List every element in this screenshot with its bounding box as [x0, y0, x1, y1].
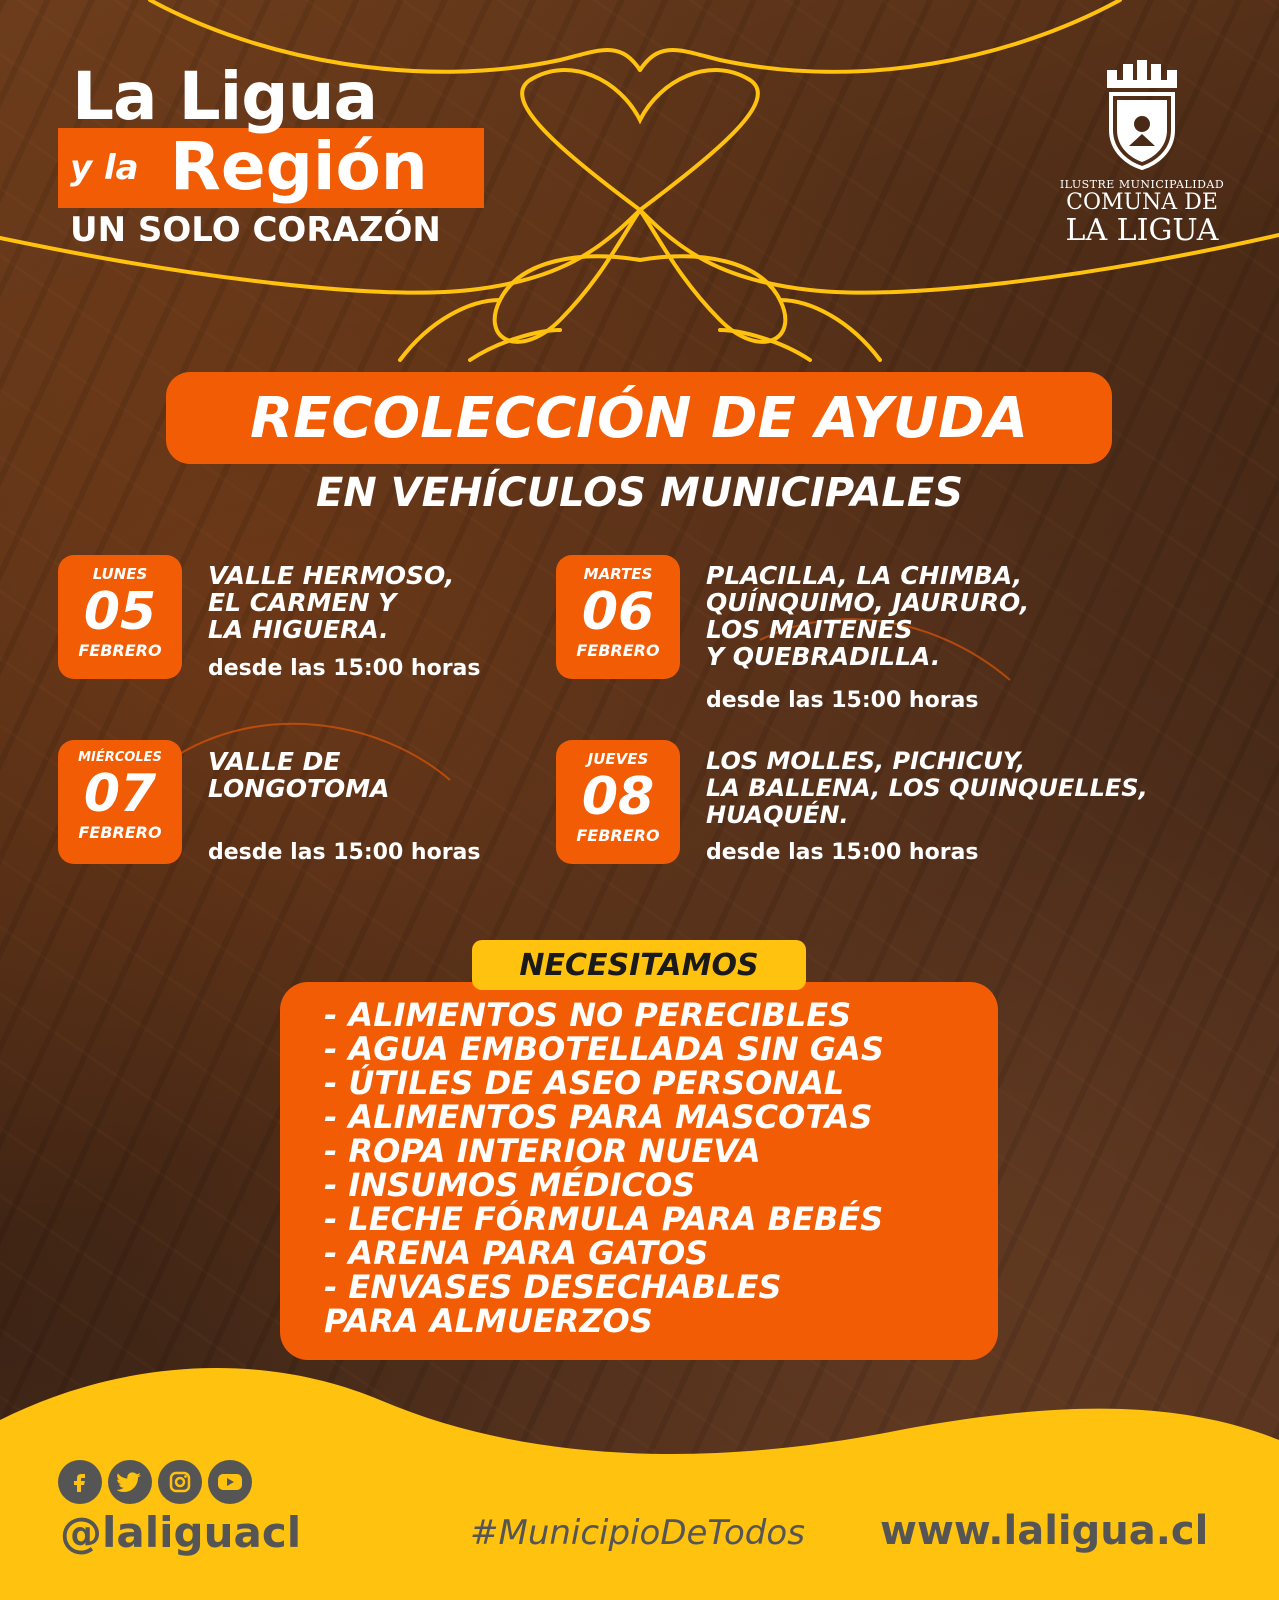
schedule-places: VALLE HERMOSO, EL CARMEN Y LA HIGUERA.	[208, 561, 455, 644]
needs-item: - ÚTILES DE ASEO PERSONAL	[324, 1064, 845, 1102]
date-number: 07	[83, 764, 157, 824]
twitter-icon[interactable]	[108, 1460, 152, 1504]
municipal-crest-icon	[1103, 60, 1181, 170]
needs-list	[324, 998, 884, 1338]
date-month: FEBRERO	[576, 641, 660, 660]
date-month: FEBRERO	[78, 641, 162, 660]
needs-item: - LECHE FÓRMULA PARA BEBÉS	[324, 1200, 884, 1238]
date-day: MARTES	[583, 565, 653, 583]
date-badge-lunes	[58, 555, 182, 679]
website-link[interactable]: www.laligua.cl	[880, 1508, 1209, 1554]
title-connector: y la	[70, 148, 139, 188]
logo-text-big: LA LIGUA	[1065, 213, 1219, 248]
schedule-time: desde las 15:00 horas	[706, 688, 979, 713]
needs-item: - ENVASES DESECHABLES PARA ALMUERZOS	[324, 1268, 782, 1340]
schedule-time: desde las 15:00 horas	[706, 840, 979, 865]
date-badge-jueves	[556, 740, 680, 864]
schedule-time: desde las 15:00 horas	[208, 840, 481, 865]
schedule-time: desde las 15:00 horas	[208, 656, 481, 681]
municipal-logo	[1052, 60, 1232, 247]
date-number: 05	[83, 582, 157, 642]
date-month: FEBRERO	[78, 823, 162, 842]
needs-item: - ALIMENTOS NO PERECIBLES	[324, 996, 852, 1034]
instagram-icon[interactable]	[158, 1460, 202, 1504]
logo-text-mid: COMUNA DE	[1066, 190, 1218, 215]
date-number: 08	[581, 767, 655, 827]
schedule-places: VALLE DE LONGOTOMA	[208, 747, 390, 803]
hashtag: #MunicipioDeTodos	[470, 1513, 805, 1553]
needs-item: - INSUMOS MÉDICOS	[324, 1166, 696, 1204]
title-slogan: UN SOLO CORAZÓN	[70, 210, 441, 250]
schedule-places: LOS MOLLES, PICHICUY, LA BALLENA, LOS QUINQUELLES, HUAQUÉN.	[706, 747, 1148, 829]
date-badge-martes	[556, 555, 680, 679]
date-number: 06	[581, 582, 655, 642]
needs-item: - AGUA EMBOTELLADA SIN GAS	[324, 1030, 884, 1068]
title-region: Región	[170, 128, 428, 205]
date-day: MIÉRCOLES	[78, 750, 162, 765]
needs-title: NECESITAMOS	[472, 940, 806, 990]
facebook-icon[interactable]	[58, 1460, 102, 1504]
needs-item: - ARENA PARA GATOS	[324, 1234, 709, 1272]
subheadline: EN VEHÍCULOS MUNICIPALES	[315, 470, 964, 516]
needs-item: - ROPA INTERIOR NUEVA	[324, 1132, 761, 1170]
title-la-ligua: La Ligua	[72, 58, 378, 135]
needs-item: - ALIMENTOS PARA MASCOTAS	[324, 1098, 873, 1136]
social-handle[interactable]: @laliguacl	[60, 1508, 302, 1557]
youtube-icon[interactable]	[208, 1460, 252, 1504]
date-day: LUNES	[92, 565, 148, 583]
date-day: JUEVES	[587, 750, 649, 768]
date-badge-miercoles	[58, 740, 182, 864]
schedule-places: PLACILLA, LA CHIMBA, QUÍNQUIMO, JAURURO, LOS MAITENES Y QUEBRADILLA.	[706, 561, 1030, 671]
logo-text-small: ILUSTRE MUNICIPALIDAD	[1059, 178, 1225, 191]
date-month: FEBRERO	[576, 826, 660, 845]
headline: RECOLECCIÓN DE AYUDA	[166, 372, 1112, 464]
